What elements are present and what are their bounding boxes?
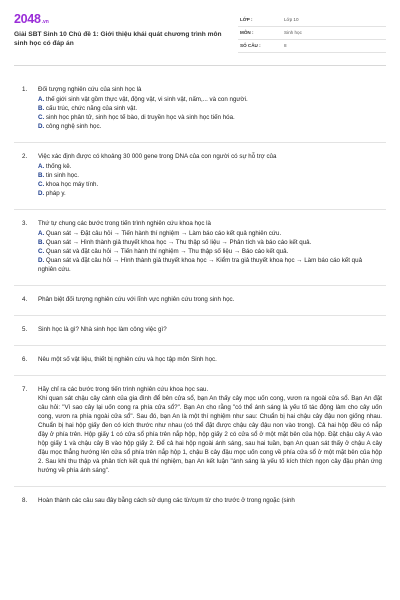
question-text: Hãy chỉ ra các bước trong tiến trình nghiên cứu khoa học sau. bbox=[38, 385, 209, 393]
meta-row-subject bbox=[238, 27, 386, 40]
meta-key: SỐ CÂU : bbox=[240, 42, 261, 48]
meta-value: Lớp 10 bbox=[284, 16, 299, 22]
meta-key: LỚP : bbox=[240, 16, 253, 22]
question-2 bbox=[14, 153, 386, 199]
question-text: Việc xác định được có khoảng 30 000 gene trong DNA của con người có sự hỗ trợ của bbox=[38, 152, 277, 160]
option-text: công nghệ sinh học. bbox=[44, 122, 102, 130]
option-d bbox=[38, 257, 382, 275]
question-5 bbox=[14, 326, 386, 335]
option-text: khoa học máy tính. bbox=[44, 180, 99, 188]
question-7 bbox=[14, 386, 386, 476]
question-text: Nêu một số vật liệu, thiết bị nghiên cứu và học tập môn Sinh học. bbox=[38, 355, 217, 363]
option-letter: A. bbox=[38, 229, 45, 237]
answer-options bbox=[38, 230, 382, 275]
option-text: sinh học phân tử, sinh học tế bào, di truyền học và sinh học tiến hóa. bbox=[44, 113, 235, 121]
logo-text: 2048 bbox=[14, 12, 41, 26]
question-6 bbox=[14, 356, 386, 365]
option-letter: B. bbox=[38, 171, 45, 179]
meta-row-count bbox=[238, 40, 386, 53]
option-letter: D. bbox=[38, 256, 45, 264]
meta-key: MÔN : bbox=[240, 29, 254, 35]
meta-row-class bbox=[238, 14, 386, 27]
option-c bbox=[38, 248, 382, 257]
document-header bbox=[14, 10, 386, 66]
option-letter: A. bbox=[38, 162, 45, 170]
option-text: Quan sát và đặt câu hỏi → Hình thành giả thuyết khoa học → Kiểm tra giả thuyết khoa học → Làm báo cáo kết quả nghiên cứu. bbox=[38, 256, 363, 273]
document-title: Giải SBT Sinh 10 Chủ đề 1: Giới thiệu khái quát chương trình môn sinh học có đáp án bbox=[14, 31, 222, 48]
option-letter: C. bbox=[38, 180, 45, 188]
question-number: 3. bbox=[22, 219, 28, 227]
question-number: 8. bbox=[22, 496, 28, 504]
option-d bbox=[38, 190, 382, 199]
option-letter: A. bbox=[38, 95, 45, 103]
question-divider bbox=[14, 486, 386, 487]
option-text: cấu trúc, chức năng của sinh vật. bbox=[44, 104, 138, 112]
question-text: Sinh học là gì? Nhà sinh học làm công việc gì? bbox=[38, 325, 167, 333]
question-8 bbox=[14, 497, 386, 506]
option-text: Quan sát và đặt câu hỏi → Tiến hành thí nghiệm → Thu thập số liệu → Báo cáo kết quả. bbox=[44, 247, 289, 255]
option-a bbox=[38, 96, 382, 105]
question-3 bbox=[14, 220, 386, 275]
option-letter: C. bbox=[38, 247, 45, 255]
question-divider bbox=[14, 142, 386, 143]
option-d bbox=[38, 123, 382, 132]
option-text: thế giới sinh vật gồm thực vật, động vật, vi sinh vật, nấm,... và con người. bbox=[44, 95, 248, 103]
site-logo[interactable] bbox=[14, 10, 234, 28]
answer-options bbox=[38, 163, 382, 199]
question-text: Phân biệt đối tượng nghiên cứu với lĩnh vực nghiên cứu trong sinh học. bbox=[38, 295, 235, 303]
question-divider bbox=[14, 315, 386, 316]
option-b bbox=[38, 239, 382, 248]
option-letter: D. bbox=[38, 122, 45, 130]
option-letter: B. bbox=[38, 238, 45, 246]
question-divider bbox=[14, 209, 386, 210]
option-text: Quan sát → Hình thành giả thuyết khoa học → Thu thập số liệu → Phân tích và báo cáo kết quả. bbox=[44, 238, 312, 246]
question-divider bbox=[14, 285, 386, 286]
question-number: 5. bbox=[22, 325, 28, 333]
option-text: pháp y. bbox=[44, 189, 66, 197]
brand-block bbox=[14, 10, 234, 65]
question-divider bbox=[14, 375, 386, 376]
question-number: 1. bbox=[22, 86, 28, 93]
option-text: tin sinh học. bbox=[44, 171, 79, 179]
question-4 bbox=[14, 296, 386, 305]
option-letter: C. bbox=[38, 113, 45, 121]
meta-value: 8 bbox=[284, 42, 287, 48]
question-divider bbox=[14, 345, 386, 346]
option-letter: B. bbox=[38, 104, 45, 112]
option-c bbox=[38, 181, 382, 190]
question-number: 2. bbox=[22, 152, 28, 160]
option-a bbox=[38, 230, 382, 239]
question-number: 4. bbox=[22, 295, 28, 303]
option-b bbox=[38, 105, 382, 114]
option-b bbox=[38, 172, 382, 181]
question-number: 6. bbox=[22, 355, 28, 363]
option-c bbox=[38, 114, 382, 123]
option-text: thống kê. bbox=[44, 162, 72, 170]
question-text: Thứ tự chung các bước trong tiến trình nghiên cứu khoa học là bbox=[38, 219, 212, 227]
option-letter: D. bbox=[38, 189, 45, 197]
question-list bbox=[14, 66, 386, 506]
logo-suffix: .vn bbox=[41, 19, 49, 25]
meta-table bbox=[238, 14, 386, 65]
question-paragraph: Khi quan sát chậu cây cảnh của gia đình để bên cửa sổ, bạn An thấy cây mọc uốn cong, vươn ra ngoài cửa sổ. Bạn An đặt câu hỏi: "Vì sao cây lại uốn cong ra phía cửa sổ?". Bạn An cho rằng "có thể ánh sáng là yếu tố tác động làm cho cây uốn cong, vươn ra phía ngoài cửa sổ". Sau đó, bạn An là một thí nghiệm như sau: Chuẩn bị hai chậu cây đậu non giống nhau. Chuẩn bị hai hộp giấy đen có kích thước như nhau (có thể đặt được chậu cây đậu non vào trong). Cả hai hộp đều có nắp đậy ở phía trên. Hộp giấy 1 có cửa sổ phía trên nắp hộp, hộp giấy 2 có cửa sổ ở một mặt bên của hộp. Đặt chậu cây A vào hộp giấy 1 và chậu cây B vào hộp giấy 2. Để cả hai hộp ngoài ánh sáng, sau hai tuần, bạn An quan sát thấy ở chậu A cây đậu mọc thẳng hướng lên cửa sổ phía trên nắp hộp 1, chậu B cây đậu mọc uốn cong về phía cửa sổ ở một mặt bên của hộp 2. Sau khi thu thập và phân tích kết quả thí nghiệm, bạn An kết luận "ánh sáng là yếu tố kích thích ngọn cây đậu phản ứng hướng về phía ánh sáng". bbox=[38, 394, 382, 474]
question-1 bbox=[14, 86, 386, 132]
answer-options bbox=[38, 96, 382, 132]
meta-value: Sinh học bbox=[284, 29, 302, 35]
question-text: Đối tượng nghiên cứu của sinh học là bbox=[38, 86, 142, 93]
option-text: Quan sát → Đặt câu hỏi → Tiến hành thí nghiệm → Làm báo cáo kết quả nghiên cứu. bbox=[44, 229, 282, 237]
question-text: Hoàn thành các câu sau đây bằng cách sử dụng các từ/cụm từ cho trước ở trong ngoặc (sinh bbox=[38, 496, 295, 504]
option-a bbox=[38, 163, 382, 172]
question-number: 7. bbox=[22, 385, 28, 393]
